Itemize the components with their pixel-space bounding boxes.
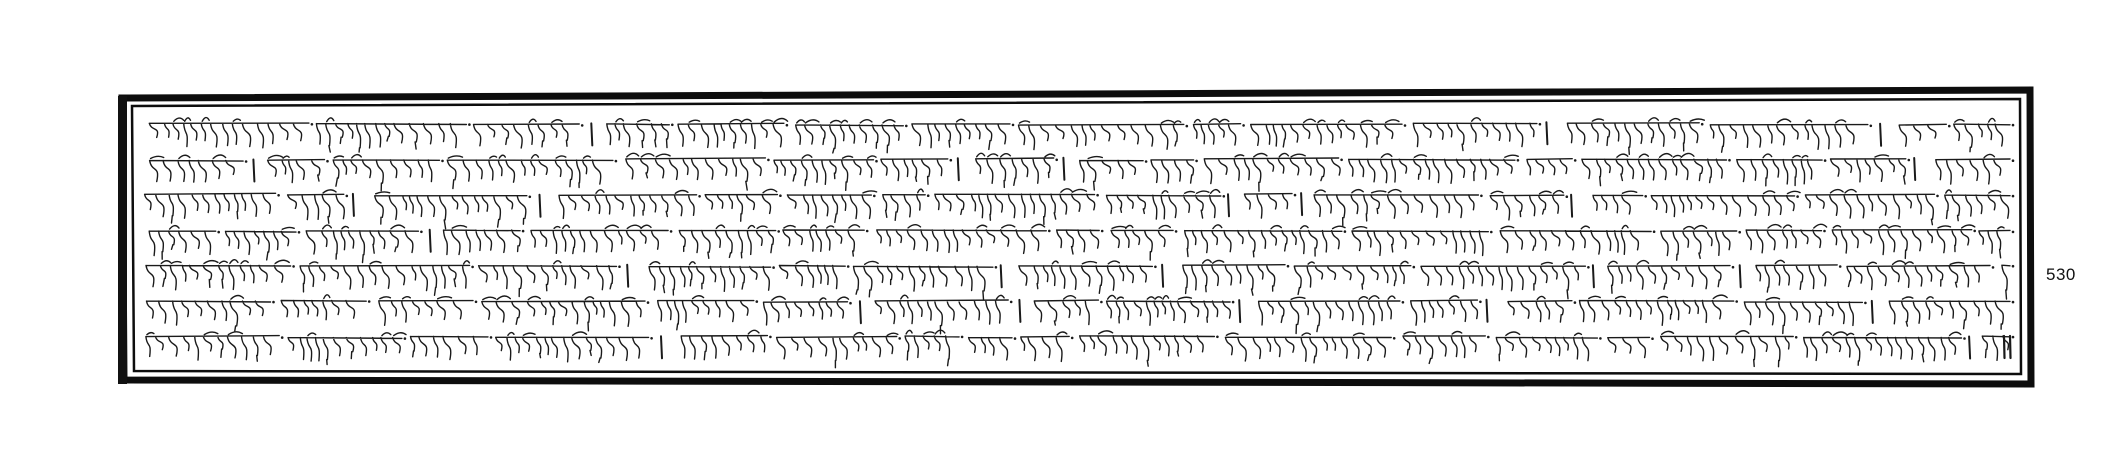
tsheg-mark (1340, 159, 1343, 162)
script-glyph-strokes (146, 260, 2010, 300)
shad-mark (540, 195, 541, 217)
shad-mark (661, 336, 662, 358)
shad-mark (860, 301, 861, 323)
tsheg-mark (1839, 265, 1842, 268)
tsheg-mark (1948, 125, 1951, 128)
tsheg-mark (298, 231, 301, 234)
tsheg-mark (995, 266, 998, 269)
tsheg-mark (615, 160, 618, 163)
shad-mark (1162, 265, 1163, 287)
tsheg-mark (927, 194, 930, 197)
tsheg-mark (1574, 159, 1577, 162)
tsheg-mark (1796, 195, 1799, 198)
script-line (145, 189, 2015, 229)
shad-mark (1571, 195, 1572, 217)
tsheg-mark (1413, 266, 1416, 269)
tsheg-mark (1587, 266, 1590, 269)
script-glyph-strokes (147, 295, 2011, 334)
tsheg-mark (277, 194, 280, 197)
tsheg-mark (1732, 266, 1735, 269)
tsheg-mark (1908, 159, 1911, 162)
shad-mark (253, 160, 254, 182)
shad-mark (1546, 122, 1547, 144)
tsheg-mark (522, 230, 525, 233)
shad-mark (1019, 300, 1020, 322)
tsheg-mark (1644, 195, 1647, 198)
tsheg-mark (346, 195, 349, 198)
tsheg-mark (468, 123, 471, 126)
tsheg-mark (1404, 124, 1407, 127)
tsheg-mark (1653, 230, 1656, 233)
double-shad-mark (2010, 336, 2011, 358)
shad-mark (1880, 124, 1881, 146)
tsheg-mark (1393, 337, 1396, 340)
tsheg-mark (905, 125, 908, 128)
tsheg-mark (2012, 301, 2015, 304)
tsheg-mark (1539, 123, 1542, 126)
double-shad-mark (2004, 336, 2005, 358)
tsheg-mark (1574, 301, 1577, 304)
shad-mark (1487, 300, 1488, 322)
tsheg-mark (1223, 195, 1226, 198)
tsheg-mark (2012, 231, 2015, 234)
tsheg-mark (1992, 266, 1995, 269)
tsheg-mark (1824, 159, 1827, 162)
tsheg-mark (779, 194, 782, 197)
tsheg-mark (1012, 124, 1015, 127)
tsheg-mark (1566, 195, 1569, 198)
tsheg-mark (1963, 337, 1966, 340)
tsheg-mark (1701, 123, 1704, 126)
tsheg-mark (767, 159, 770, 162)
tsheg-mark (281, 336, 284, 339)
tsheg-mark (777, 230, 780, 233)
tsheg-mark (647, 301, 650, 304)
tsheg-mark (1479, 301, 1482, 304)
shad-mark (627, 265, 628, 287)
tsheg-mark (1517, 159, 1520, 162)
shad-mark (430, 230, 431, 252)
tsheg-mark (1010, 301, 1013, 304)
tsheg-mark (756, 300, 759, 303)
tsheg-mark (1154, 266, 1157, 269)
folio-left-edge (118, 96, 127, 384)
manuscript-folio (118, 84, 2036, 390)
tsheg-mark (1186, 125, 1189, 128)
tsheg-mark (2012, 159, 2015, 162)
tsheg-mark (1402, 301, 1405, 304)
shad-mark (1239, 300, 1240, 322)
tsheg-mark (650, 337, 653, 340)
tsheg-mark (1048, 230, 1051, 233)
shad-mark (1969, 337, 1970, 359)
tsheg-mark (2012, 336, 2015, 339)
tsheg-mark (875, 160, 878, 163)
manuscript-folio-image (118, 84, 2036, 390)
tsheg-mark (581, 124, 584, 127)
tsheg-mark (2012, 124, 2015, 127)
tsheg-mark (1795, 336, 1798, 339)
manuscript-script-lines (145, 118, 2015, 368)
tsheg-mark (772, 266, 775, 269)
tsheg-mark (490, 336, 493, 339)
tsheg-mark (272, 301, 275, 304)
script-line (146, 260, 2014, 300)
tsheg-mark (1071, 337, 1074, 340)
tsheg-mark (1287, 265, 1290, 268)
shad-mark (1872, 301, 1873, 323)
script-glyph-strokes (146, 330, 2010, 368)
tsheg-mark (420, 231, 423, 234)
tsheg-mark (1145, 160, 1148, 163)
shad-mark (591, 123, 592, 145)
tsheg-mark (1823, 230, 1826, 233)
script-glyph-strokes (145, 189, 2010, 229)
tsheg-mark (441, 160, 444, 163)
tsheg-mark (866, 230, 869, 233)
tsheg-mark (1096, 194, 1099, 197)
tsheg-mark (1100, 301, 1103, 304)
tsheg-mark (1864, 302, 1867, 305)
tsheg-mark (1175, 230, 1178, 233)
tsheg-mark (849, 302, 852, 305)
shad-mark (1301, 193, 1302, 215)
script-line (149, 224, 2014, 262)
tsheg-mark (1599, 337, 1602, 340)
shad-mark (1001, 265, 1002, 287)
script-glyph-strokes (149, 118, 2010, 155)
tsheg-mark (1344, 230, 1347, 233)
tsheg-mark (217, 231, 220, 234)
tsheg-mark (847, 265, 850, 268)
tsheg-mark (786, 124, 789, 127)
tsheg-mark (404, 337, 407, 340)
tsheg-mark (1101, 230, 1104, 233)
tsheg-mark (368, 300, 371, 303)
tsheg-mark (292, 265, 295, 268)
tsheg-mark (1936, 195, 1939, 198)
tsheg-mark (1651, 337, 1654, 340)
tsheg-mark (961, 336, 964, 339)
tsheg-mark (618, 265, 621, 268)
tsheg-mark (2012, 265, 2015, 268)
tsheg-mark (950, 159, 953, 162)
shad-mark (1063, 158, 1064, 180)
shad-mark (1228, 194, 1229, 216)
shad-mark (1740, 265, 1741, 287)
script-line (147, 295, 2015, 334)
tsheg-mark (1216, 336, 1219, 339)
tsheg-mark (1014, 337, 1017, 340)
script-line (149, 118, 2014, 155)
tsheg-mark (671, 124, 674, 127)
tsheg-mark (529, 196, 532, 199)
shad-mark (353, 194, 354, 216)
script-glyph-strokes (150, 153, 2010, 191)
tsheg-mark (898, 337, 901, 340)
tsheg-mark (1728, 159, 1731, 162)
script-line (150, 153, 2015, 191)
tsheg-mark (1232, 301, 1235, 304)
page-number: 530 (2046, 265, 2076, 284)
tsheg-mark (873, 195, 876, 198)
tsheg-mark (1480, 195, 1483, 198)
shad-mark (1914, 158, 1915, 180)
script-line (146, 330, 2014, 368)
tsheg-mark (1055, 159, 1058, 162)
tsheg-mark (311, 123, 314, 126)
tsheg-mark (471, 266, 474, 269)
tsheg-mark (1490, 231, 1493, 234)
shad-mark (958, 158, 959, 180)
tsheg-mark (769, 336, 772, 339)
tsheg-mark (2012, 195, 2015, 198)
tsheg-mark (1242, 124, 1245, 127)
tsheg-mark (698, 195, 701, 198)
tsheg-mark (245, 160, 248, 163)
tsheg-mark (1195, 160, 1198, 163)
tsheg-mark (1973, 230, 1976, 233)
tsheg-mark (1735, 300, 1738, 303)
tsheg-mark (326, 160, 329, 163)
tsheg-mark (1738, 231, 1741, 234)
tsheg-mark (475, 301, 478, 304)
tsheg-mark (1294, 194, 1297, 197)
script-glyph-strokes (149, 224, 2010, 262)
tsheg-mark (1487, 336, 1490, 339)
tsheg-mark (670, 230, 673, 233)
tsheg-mark (1870, 125, 1873, 128)
shad-mark (1593, 265, 1594, 287)
